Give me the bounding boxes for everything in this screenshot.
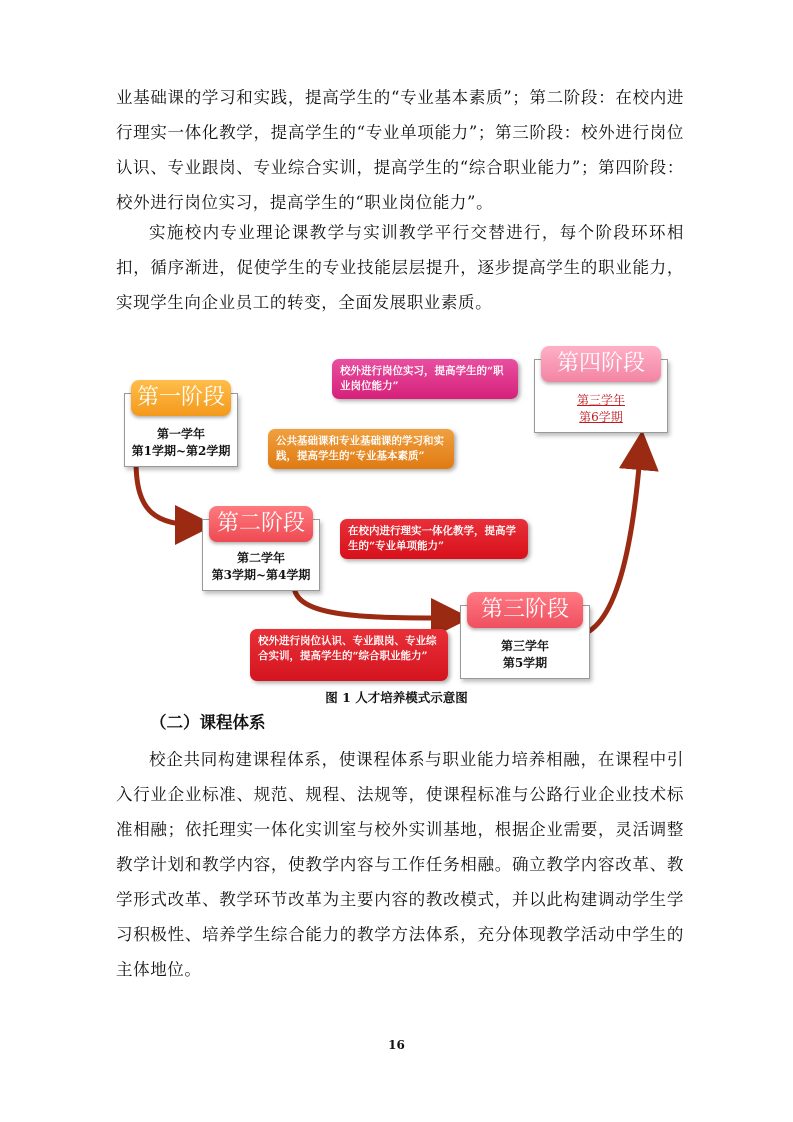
stage-2-callout: [340, 519, 528, 559]
stage-2-period: [203, 550, 319, 584]
section-title: （二）课程体系: [150, 713, 266, 732]
stage-1-box: [124, 385, 238, 467]
stage-4-box: [534, 351, 668, 433]
page-number: 16: [388, 1038, 405, 1052]
stage-3-title: 第三阶段: [467, 592, 583, 628]
stage-3-terms: 第5学期: [502, 656, 548, 670]
stage-3-callout-text: 校外进行岗位认识、专业跟岗、专业综合实训，提高学生的“综合职业能力”: [258, 635, 437, 662]
stage-1-period: [125, 426, 237, 460]
stage-2-title: 第二阶段: [209, 506, 313, 542]
stage-4-title: 第四阶段: [541, 346, 661, 382]
stage-2-callout-text: 在校内进行理实一体化教学，提高学生的“专业单项能力”: [348, 525, 516, 552]
paragraph-stages: 业基础课的学习和实践，提高学生的“专业基本素质”；第二阶段：在校内进行理实一体化教学，提高学生的“专业单项能力”；第三阶段：校外进行岗位认识、专业跟岗、专业综合实训，提高学生的“综合职业能力”；第四阶段：校外进行岗位实习，提高学生的“职业岗位能力”。: [116, 88, 684, 212]
stage-4-terms: 第6学期: [579, 410, 623, 424]
stage-4-year: 第三学年: [576, 393, 625, 407]
stage-4-callout-text: 校外进行岗位实习，提高学生的“职业岗位能力”: [340, 365, 504, 392]
stage-1-callout: [268, 429, 454, 469]
talent-training-diagram: [116, 333, 676, 685]
stage-3-year: 第三学年: [500, 639, 549, 653]
paragraph-implementation: 实施校内专业理论课教学与实训教学平行交替进行，每个阶段环环相扣，循序渐进，促使学生的专业技能层层提升，逐步提高学生的职业能力，实现学生向企业员工的转变，全面发展职业素质。: [116, 223, 684, 312]
figure-caption: 图 1 人才培养模式示意图: [325, 690, 468, 705]
stage-3-callout: [250, 629, 448, 681]
stage-2-box: [202, 511, 320, 591]
stage-2-terms: 第3学期~第4学期: [211, 568, 311, 582]
arrow-stage3-to-stage4: [586, 445, 641, 633]
paragraph-curriculum: 校企共同构建课程体系，使课程体系与职业能力培养相融，在课程中引入行业企业标准、规范、规程、法规等，使课程标准与公路行业企业技术标准相融；依托理实一体化实训室与校外实训基地，根据企业需要，灵活调整教学计划和教学内容，使教学内容与工作任务相融。确立教学内容改革、教学形式改革、教学环节改革为主要内容的教改模式，并以此构建调动学生学习积极性、培养学生综合能力的教学方法体系，充分体现教学活动中学生的主体地位。: [116, 750, 684, 979]
stage-1-terms: 第1学期~第2学期: [131, 444, 231, 458]
stage-1-title: 第一阶段: [131, 380, 231, 416]
arrow-stage1-to-stage2: [136, 461, 200, 525]
stage-3-period: [461, 638, 589, 672]
stage-4-callout: [332, 359, 518, 399]
stage-4-period: [535, 392, 667, 426]
stage-1-year: 第一学年: [156, 427, 205, 441]
stage-1-callout-text: 公共基础课和专业基础课的学习和实践，提高学生的“专业基本素质”: [276, 435, 444, 462]
stage-3-box: [460, 597, 590, 679]
stage-2-year: 第二学年: [236, 551, 285, 565]
